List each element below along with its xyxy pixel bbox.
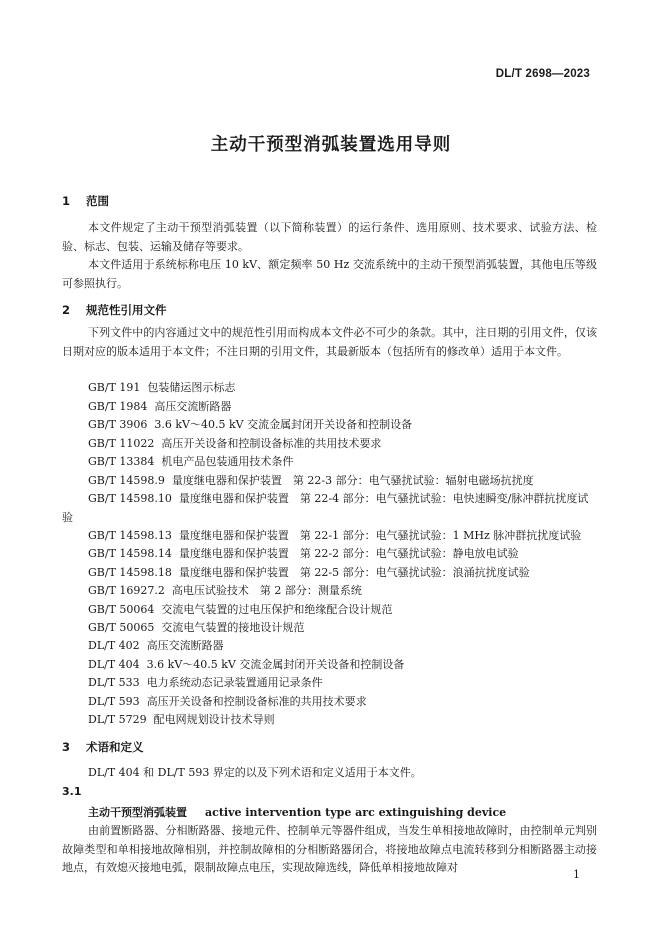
reference-item (88, 472, 598, 491)
reference-title: 量度继电器和保护装置 第 22-2 部分：电气骚扰试验：静电放电试验 (178, 547, 519, 560)
reference-item (62, 490, 597, 527)
reference-code: GB/T 11022 (88, 437, 155, 450)
references-intro: 下列文件中的内容通过文中的规范性引用而构成本文件必不可少的条款。其中，注日期的引用文件，仅该日期对应的版本适用于本文件；不注日期的引用文件，其最新版本（包括所有的修改单）适用于本文件。 (62, 326, 597, 358)
reference-code: DL/T 533 (88, 676, 140, 689)
reference-code: GB/T 14598.13 (88, 529, 172, 542)
term-heading (88, 804, 506, 820)
reference-title: 3.6 kV～40.5 kV 交流金属封闭开关设备和控制设备 (154, 418, 413, 431)
reference-code: GB/T 13384 (88, 455, 155, 468)
section-title: 范围 (86, 194, 109, 208)
reference-title: 电力系统动态记录装置通用记录条件 (146, 676, 323, 689)
reference-code: DL/T 593 (88, 695, 140, 708)
standard-number: DL/T 2698—2023 (495, 68, 590, 80)
reference-code: GB/T 50064 (88, 603, 155, 616)
reference-item (88, 637, 598, 656)
reference-code: DL/T 402 (88, 639, 140, 652)
reference-code: GB/T 14598.10 (88, 492, 172, 505)
reference-title: 包装储运图示标志 (147, 381, 236, 394)
reference-title: 高压交流断路器 (154, 400, 232, 413)
reference-code: DL/T 404 (88, 658, 140, 671)
section-number: 3 (62, 740, 71, 754)
term-number: 3.1 (62, 785, 82, 798)
reference-title: 量度继电器和保护装置 第 22-4 部分：电气骚扰试验：电快速瞬变/脉冲群抗扰度试验 (62, 492, 589, 524)
reference-item (88, 435, 598, 454)
reference-title: 机电产品包装通用技术条件 (161, 455, 294, 468)
reference-code: GB/T 14598.14 (88, 547, 172, 560)
section-number: 2 (62, 303, 71, 317)
reference-item (88, 674, 598, 693)
reference-code: GB/T 1984 (88, 400, 148, 413)
reference-title: 高压交流断路器 (146, 639, 224, 652)
reference-code: GB/T 14598.18 (88, 566, 172, 579)
scope-paragraph-1: 本文件规定了主动干预型消弧装置（以下简称装置）的运行条件、选用原则、技术要求、试验方法、检验、标志、包装、运输及储存等要求。 (62, 221, 597, 253)
reference-item (88, 398, 598, 417)
term-name-en: active intervention type arc extinguishing device (205, 806, 507, 819)
reference-item (88, 564, 598, 583)
reference-item (88, 453, 598, 472)
reference-title: 量度继电器和保护装置 第 22-1 部分：电气骚扰试验：1 MHz 脉冲群抗扰度试验 (178, 529, 582, 542)
reference-code: GB/T 3906 (88, 418, 148, 431)
reference-item (88, 545, 598, 564)
page-number: 1 (573, 868, 580, 881)
reference-code: GB/T 50065 (88, 621, 155, 634)
reference-code: GB/T 16927.2 (88, 584, 165, 597)
reference-item (88, 416, 598, 435)
reference-title: 配电网规划设计技术导则 (153, 713, 275, 726)
section-3-heading (62, 739, 144, 755)
reference-code: DL/T 5729 (88, 713, 147, 726)
section-1-heading (62, 193, 109, 209)
reference-item (88, 527, 598, 546)
reference-code: GB/T 14598.9 (88, 474, 165, 487)
reference-item (88, 619, 598, 638)
reference-item (88, 711, 598, 730)
section-title: 规范性引用文件 (86, 303, 167, 317)
terms-intro: DL/T 404 和 DL/T 593 界定的以及下列术语和定义适用于本文件。 (88, 766, 422, 779)
term-definition: 由前置断路器、分相断路器、接地元件、控制单元等器件组成，当发生单相接地故障时，由控制单元判别故障类型和单相接地故障相别，并控制故障相的分相断路器闭合，将接地故障点电流转移到分相断路器主动接地点，有效熄灭接地电弧，限制故障点电压，实现故障选线，降低单相接地故障对 (62, 824, 597, 874)
scope-paragraph-2: 本文件适用于系统标称电压 10 kV、额定频率 50 Hz 交流系统中的主动干预型消弧装置，其他电压等级可参照执行。 (62, 258, 597, 290)
reference-code: GB/T 191 (88, 381, 141, 394)
reference-item (88, 601, 598, 620)
reference-title: 高压开关设备和控制设备标准的共用技术要求 (161, 437, 382, 450)
reference-title: 高压开关设备和控制设备标准的共用技术要求 (146, 695, 367, 708)
reference-title: 高电压试验技术 第 2 部分：测量系统 (171, 584, 362, 597)
reference-title: 交流电气装置的接地设计规范 (161, 621, 305, 634)
reference-title: 量度继电器和保护装置 第 22-3 部分：电气骚扰试验：辐射电磁场抗扰度 (171, 474, 534, 487)
reference-title: 量度继电器和保护装置 第 22-5 部分：电气骚扰试验：浪涌抗扰度试验 (178, 566, 530, 579)
section-number: 1 (62, 194, 71, 208)
document-title: 主动干预型消弧装置选用导则 (210, 135, 452, 155)
section-2-heading (62, 302, 167, 318)
reference-item (88, 582, 598, 601)
reference-item (88, 379, 598, 398)
reference-title: 3.6 kV～40.5 kV 交流金属封闭开关设备和控制设备 (146, 658, 405, 671)
reference-item (88, 693, 598, 712)
section-title: 术语和定义 (86, 740, 144, 754)
term-name-zh: 主动干预型消弧装置 (88, 806, 187, 819)
reference-item (88, 656, 598, 675)
reference-title: 交流电气装置的过电压保护和绝缘配合设计规范 (161, 603, 393, 616)
